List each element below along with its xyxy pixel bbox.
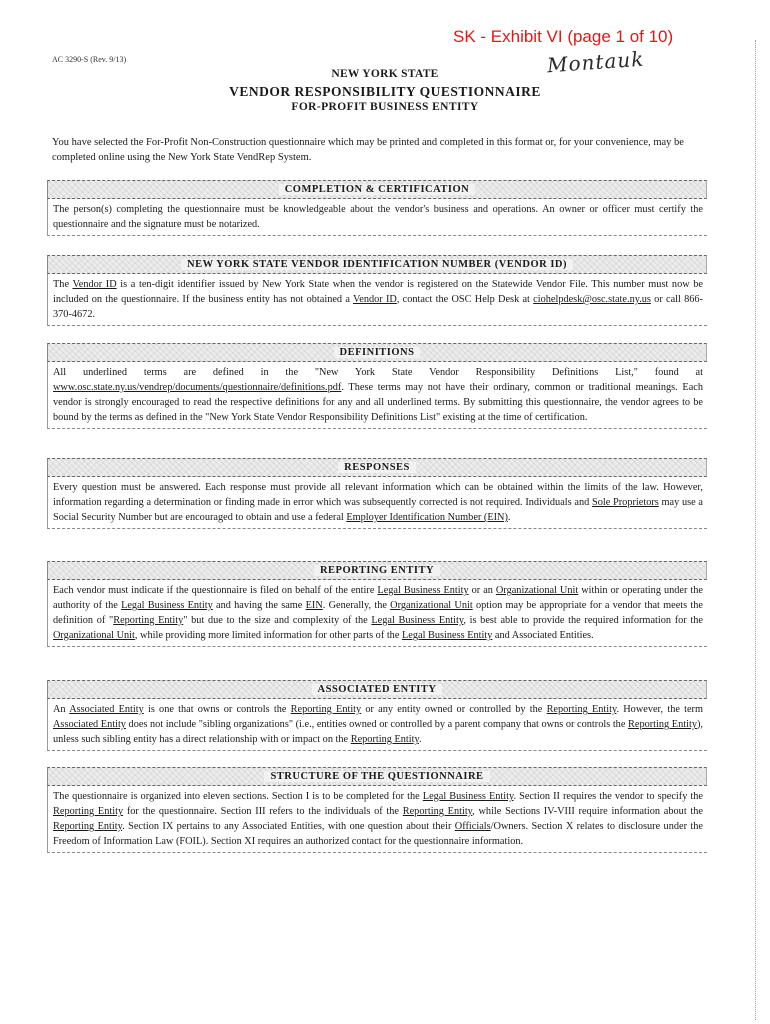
section-completion (47, 180, 707, 236)
term-link[interactable]: Sole Proprietors (591, 497, 659, 508)
definitions-url-link[interactable]: www.osc.state.ny.us/vendrep/documents/questionnaire/definitions.pdf (53, 382, 342, 393)
section-heading: DEFINITIONS (47, 343, 707, 362)
term-link[interactable]: Reporting Entity (350, 734, 419, 745)
section-heading: REPORTING ENTITY (47, 561, 707, 580)
section-associated-entity (47, 680, 707, 751)
handwritten-signature: Montauk (546, 46, 646, 78)
section-heading: RESPONSES (47, 458, 707, 477)
term-link[interactable]: Legal Business Entity (422, 791, 514, 802)
intro-paragraph: You have selected the For-Profit Non-Construction questionnaire which may be printed and completed in this format or, for your convenience, may be completed online using the New York State VendRep System. (52, 137, 684, 163)
term-link[interactable]: Organizational Unit (53, 630, 135, 641)
term-link[interactable]: Reporting Entity (113, 615, 184, 626)
section-heading: COMPLETION & CERTIFICATION (47, 180, 707, 199)
term-link[interactable]: Organizational Unit (390, 600, 473, 611)
title-state: NEW YORK STATE (331, 68, 439, 80)
term-link[interactable]: Employer Identification Number (EIN) (346, 512, 508, 523)
term-link[interactable]: Reporting Entity (53, 821, 123, 832)
section-text: The person(s) completing the questionnaire must be knowledgeable about the vendor's business and operations. An owner or officer must certify the questionnaire and the signature must be notarized. (47, 199, 707, 236)
term-link[interactable]: Legal Business Entity (401, 630, 493, 641)
section-heading: NEW YORK STATE VENDOR IDENTIFICATION NUMBER (VENDOR ID) (47, 255, 707, 274)
term-link[interactable]: Reporting Entity (402, 806, 473, 817)
section-heading: ASSOCIATED ENTITY (47, 680, 707, 699)
scan-edge (754, 40, 756, 1020)
section-text: Each vendor must indicate if the questionnaire is filed on behalf of the entire Legal Business Entity or an Organizational Unit within or operating under the authority of the Legal Business Entity and having the same EIN. Generally, the Organizational Unit option may be appropriate for a vendor that meets the definition of "Reporting Entity" but due to the size and complexity of the Legal Business Entity, is best able to provide the required information for the Organizational Unit, while providing more limited information for other parts of the Legal Business Entity and Associated Entities. (47, 580, 707, 647)
term-link[interactable]: Officials (454, 821, 491, 832)
term-link[interactable]: Legal Business Entity (121, 600, 213, 611)
section-text: Every question must be answered. Each response must provide all relevant information which can be obtained within the limits of the law. However, information regarding a determination or finding made in error which was subsequently corrected is not required. Individuals and Sole Proprietors may use a Social Security Number but are encouraged to obtain and use a federal Employer Identification Number (EIN). (47, 477, 707, 529)
section-responses (47, 458, 707, 529)
section-vendor-id (47, 255, 707, 326)
section-definitions (47, 343, 707, 429)
term-link[interactable]: Reporting Entity (290, 704, 362, 715)
page-subtitle: FOR-PROFIT BUSINESS ENTITY (291, 101, 479, 113)
term-link[interactable]: Associated Entity (69, 704, 144, 715)
term-link[interactable]: Legal Business Entity (371, 615, 464, 626)
term-link[interactable]: Vendor ID (352, 294, 397, 305)
term-link[interactable]: EIN (305, 600, 323, 611)
section-text: The questionnaire is organized into eleven sections. Section I is to be completed for the Legal Business Entity. Section II requires the vendor to specify the Reporting Entity for the questionnaire. Section III refers to the individuals of the Reporting Entity, while Sections IV-VIII require information about the Reporting Entity. Section IX pertains to any Associated Entities, with one question about their Officials/Owners. Section X relates to disclosure under the Freedom of Information Law (FOIL). Section XI requires an authorized contact for the questionnaire information. (47, 786, 707, 853)
email-link[interactable]: ciohelpdesk@osc.state.ny.us (533, 294, 651, 305)
exhibit-label: SK - Exhibit VI (page 1 of 10) (453, 27, 674, 46)
section-text: All underlined terms are defined in the "New York State Vendor Responsibility Definitions List," found at www.osc.state.ny.us/vendrep/documents/questionnaire/definitions.pdf. These terms may not have their ordinary, common or traditional meanings. Each vendor is strongly encouraged to read the respective definitions for any and all underlined terms. By submitting this questionnaire, the vendor agrees to be bound by the terms as defined in the "New York State Vendor Responsibility Definitions List" existing at the time of certification. (47, 362, 707, 429)
term-link[interactable]: Organizational Unit (495, 585, 579, 596)
term-link[interactable]: Vendor ID (72, 279, 117, 290)
term-link[interactable]: Reporting Entity (53, 806, 124, 817)
section-reporting-entity (47, 561, 707, 647)
form-number: AC 3290-S (Rev. 9/13) (52, 55, 127, 64)
term-link[interactable]: Reporting Entity (628, 719, 697, 730)
term-link[interactable]: Associated Entity (53, 719, 126, 730)
section-text: The Vendor ID is a ten-digit identifier issued by New York State when the vendor is registered on the Statewide Vendor File. This number must now be included on the questionnaire. If the business entity has not obtained a Vendor ID, contact the OSC Help Desk at ciohelpdesk@osc.state.ny.us or call 866-370-4672. (47, 274, 707, 326)
page-title: VENDOR RESPONSIBILITY QUESTIONNAIRE (229, 84, 541, 99)
term-link[interactable]: Legal Business Entity (377, 585, 469, 596)
section-heading: STRUCTURE OF THE QUESTIONNAIRE (47, 767, 707, 786)
term-link[interactable]: Reporting Entity (546, 704, 617, 715)
section-text: An Associated Entity is one that owns or controls the Reporting Entity or any entity owned or controlled by the Reporting Entity. However, the term Associated Entity does not include "sibling organizations" (i.e., entities owned or controlled by a parent company that owns or controls the Reporting Entity), unless such sibling entity has a direct relationship with or impact on the Reporting Entity. (47, 699, 707, 751)
section-structure (47, 767, 707, 853)
